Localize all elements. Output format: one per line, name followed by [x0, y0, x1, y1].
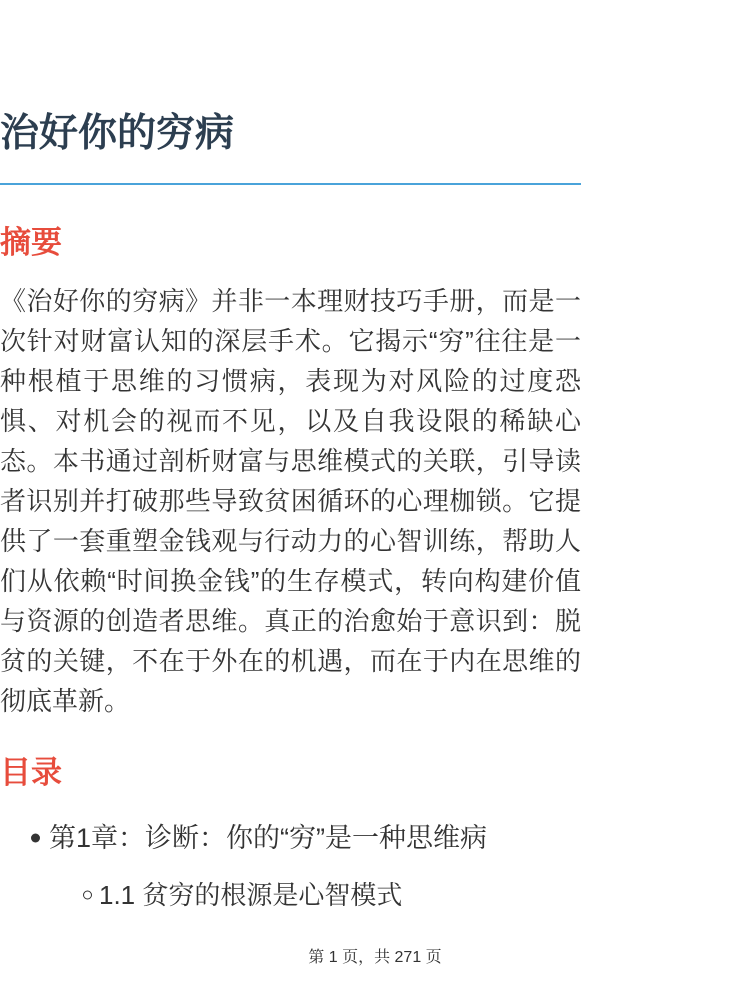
summary-heading: 摘要 [0, 225, 62, 260]
toc-heading: 目录 [0, 755, 62, 790]
book-title: 治好你的穷病 [0, 112, 235, 155]
title-divider [0, 183, 581, 185]
toc-item-label: 第1章：诊断：你的“穷”是一种思维病 [49, 823, 487, 853]
toc-item-chapter-1 [0, 820, 581, 856]
toc-item-section-1-1 [0, 877, 581, 913]
bullet-disc-icon [31, 834, 40, 843]
toc-item-label: 1.1 贫穷的根源是心智模式 [99, 880, 403, 910]
summary-paragraph: 《治好你的穷病》并非一本理财技巧手册，而是一次针对财富认知的深层手术。它揭示“穷”往往是一种根植于思维的习惯病，表现为对风险的过度恐惧、对机会的视而不见，以及自我设限的稀缺心态。本书通过剖析财富与思维模式的关联，引导读者识别并打破那些导致贫困循环的心理枷锁。它提供了一套重塑金钱观与行动力的心智训练，帮助人们从依赖“时间换金钱”的生存模式，转向构建价值与资源的创造者思维。真正的治愈始于意识到：脱贫的关键，不在于外在的机遇，而在于内在思维的彻底革新。 [0, 286, 581, 716]
page-footer: 第 1 页，共 271 页 [308, 949, 442, 966]
bullet-circle-icon [83, 891, 92, 900]
toc-list [0, 820, 581, 913]
